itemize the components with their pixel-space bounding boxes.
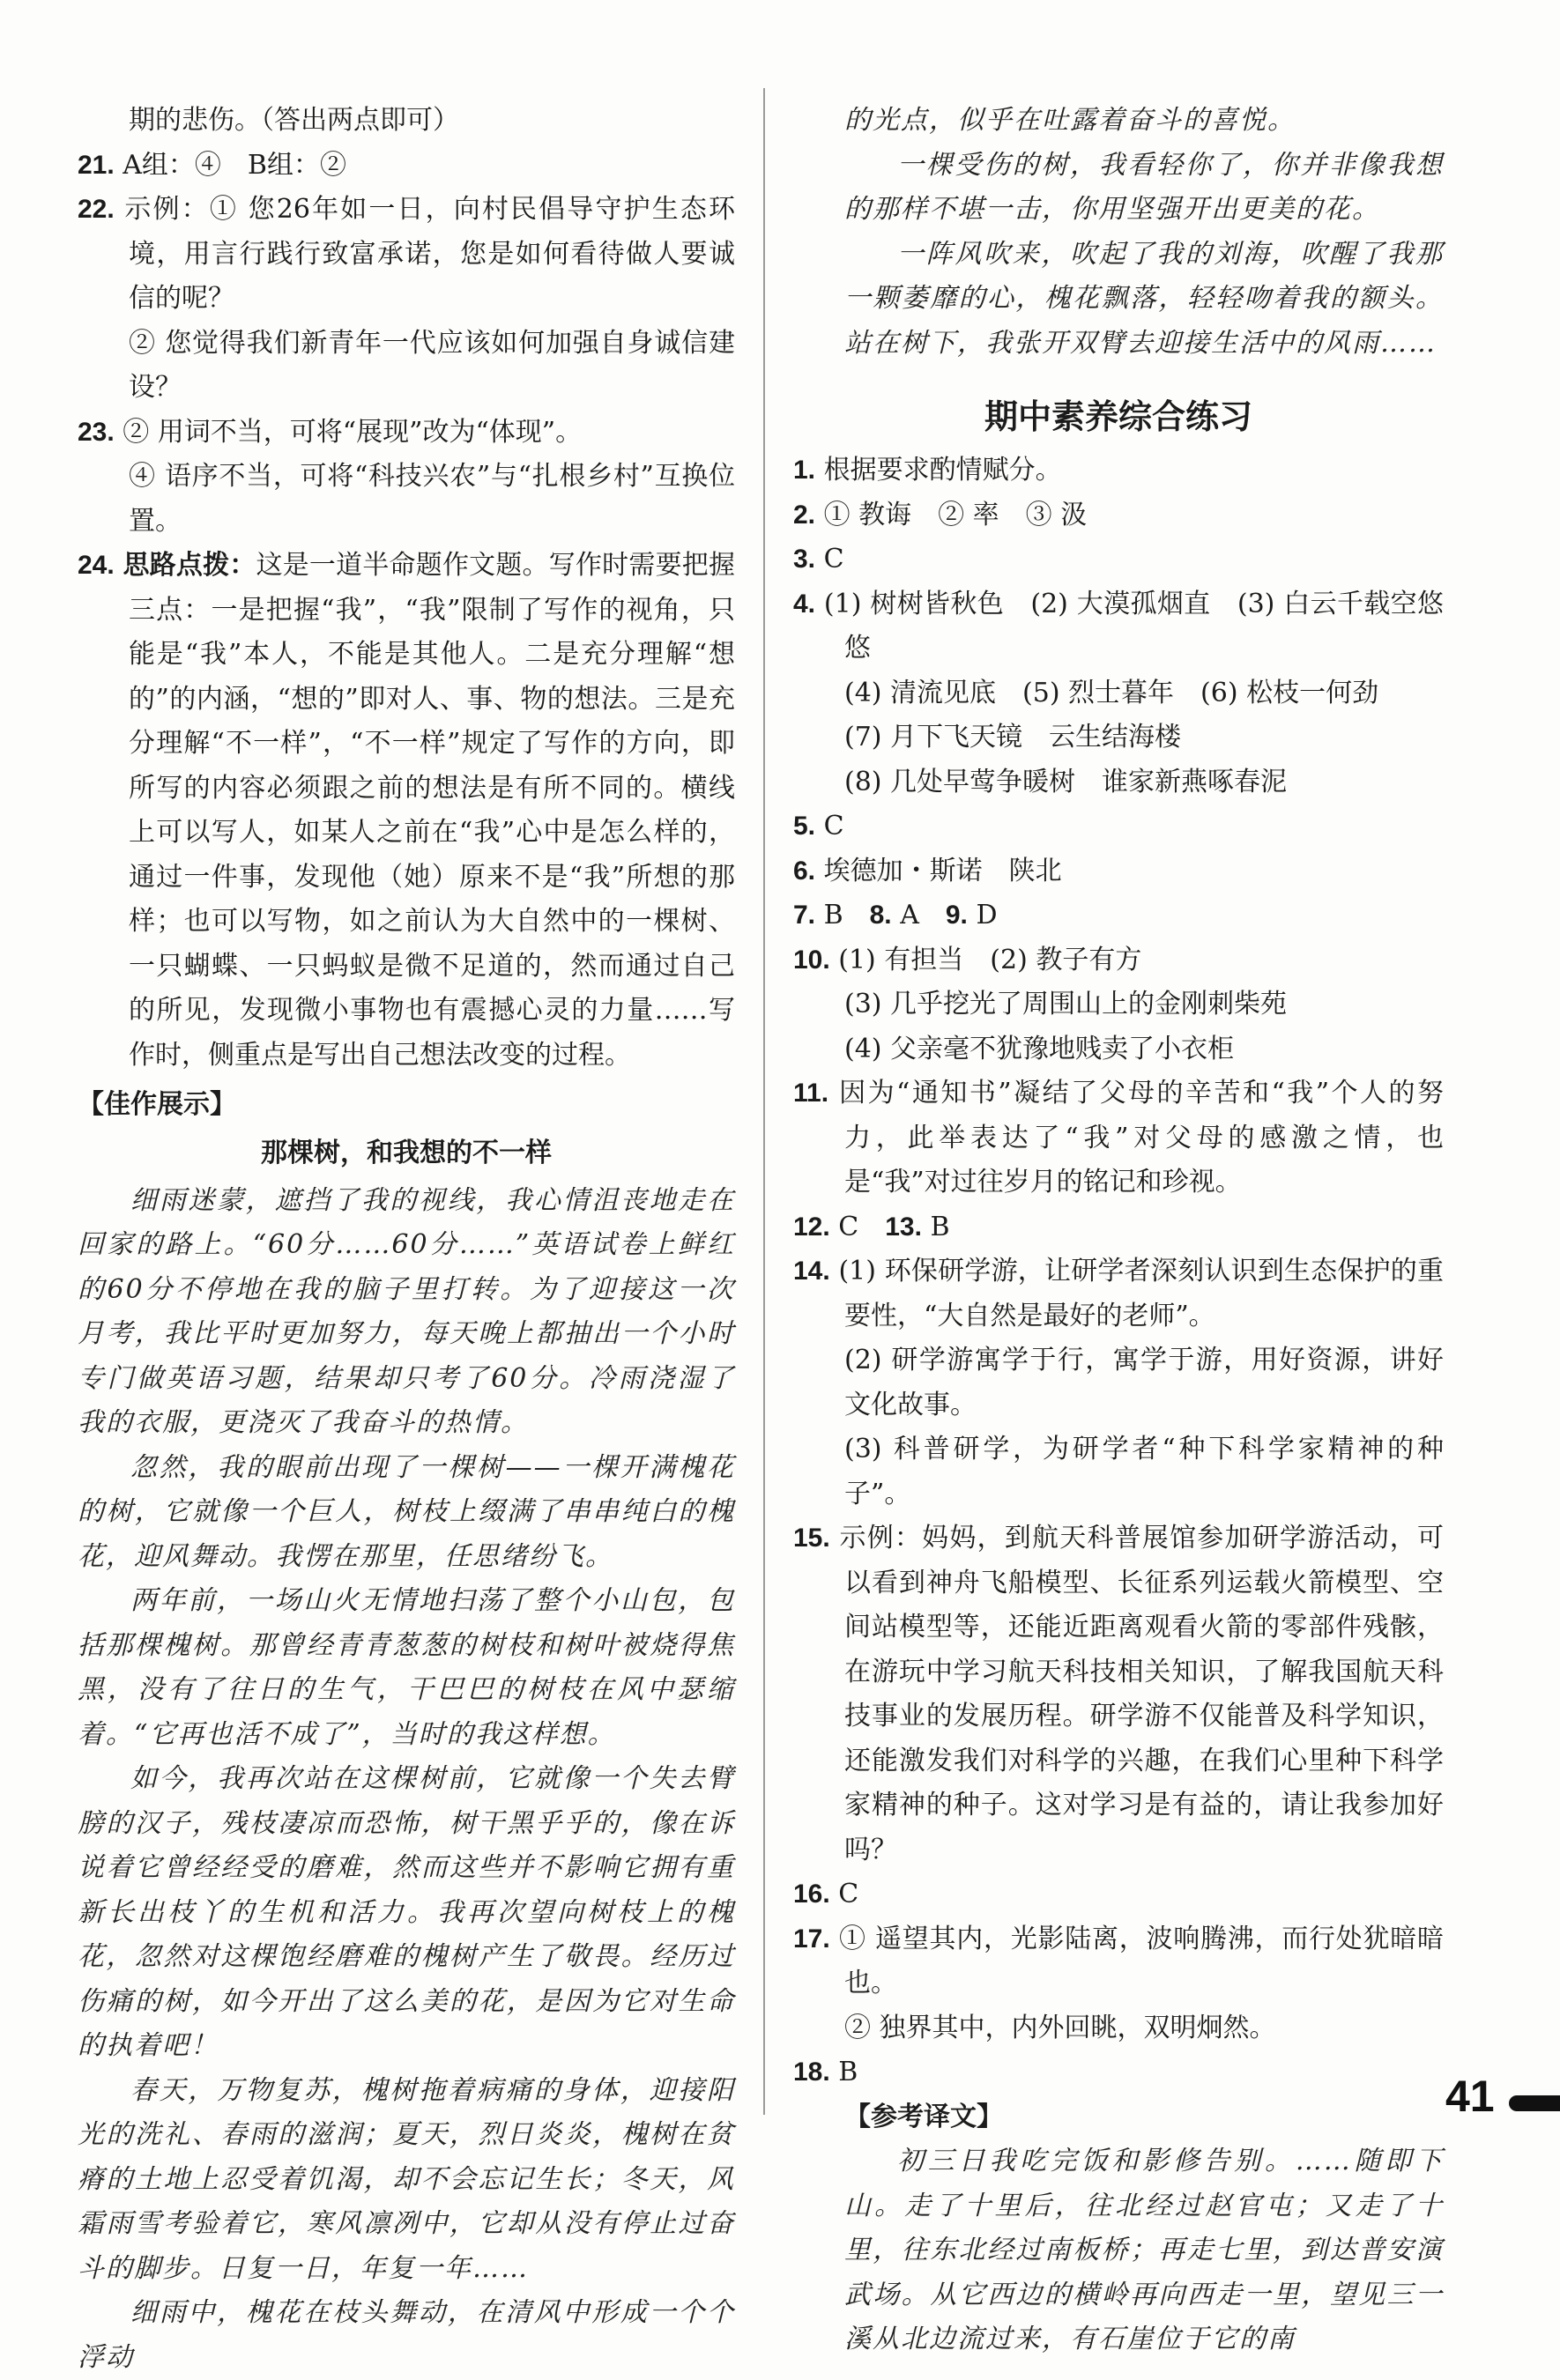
answer-text: (1) 有担当 (2) 教子有方 <box>838 944 1142 975</box>
right-column <box>793 99 1444 2362</box>
answer-text: 根据要求酌情赋分。 <box>823 455 1062 486</box>
answer-text: A组：④ B组：② <box>123 149 346 181</box>
question-number: 13. <box>885 1212 922 1242</box>
question-number: 23. <box>78 417 115 447</box>
answer-text: ① 遥望其内，光影陆离，波响腾沸，而行处犹暗暗也。 <box>839 1923 1444 1998</box>
answer-10-b: (3) 几乎挖光了周围山上的金刚刺柴苑 <box>844 989 1288 1019</box>
answer-text: 埃德加・斯诺 陕北 <box>823 855 1062 886</box>
answer-17 <box>793 1917 1444 2006</box>
essay-paragraph: 如今，我再次站在这棵树前，它就像一个失去臂膀的汉子，残枝凄凉而恐怖，树干黑乎乎的，像在诉说着它曾经经受的磨难，然而这些并不影响它拥有重新长出枝丫的生机和活力。我再次望向树枝上的槐花，忽然对这棵饱经磨难的槐树产生了敬畏。经历过伤痛的树，如今开出了这么美的花，是因为它对生命的执着吧！ <box>78 1763 735 2061</box>
answer-text: 示例：① 您26年如一日，向村民倡导守护生态环境，用言行践行致富承诺，您是如何看待做人要诚信的呢？ <box>124 194 735 314</box>
answer-16 <box>793 1872 1444 1917</box>
reference-translation-label: 【参考译文】 <box>844 2101 1003 2132</box>
answer-2 <box>793 493 1444 538</box>
essay-paragraph: 的光点，似乎在吐露着奋斗的喜悦。 <box>844 105 1296 136</box>
answer-22-b: ② 您觉得我们新青年一代应该如何加强自身诚信建设？ <box>129 327 735 403</box>
answer-14 <box>793 1249 1444 1338</box>
answer-12-13 <box>793 1205 1444 1250</box>
essay-paragraph: 细雨中，槐花在枝头舞动，在清风中形成一个个浮动 <box>78 2297 735 2373</box>
answer-text: D <box>976 900 998 930</box>
answer-text: A <box>900 900 919 930</box>
answer-22 <box>78 188 735 322</box>
answer-23-b: ④ 语序不当，可将“科技兴农”与“扎根乡村”互换位置。 <box>129 461 735 537</box>
question-number: 5. <box>793 812 816 841</box>
answer-text: 示例：妈妈，到航天科普展馆参加研学游活动，可以看到神舟飞船模型、长征系列运载火箭模型、空间站模型等，还能近距离观看火箭的零部件残骸，在游玩中学习航天科技相关知识，了解我国航天科技事业的发展历程。研学游不仅能普及科学知识，还能激发我们对科学的兴趣，在我们心里种下科学家精神的种子。这对学习是有益的，请让我参加好吗？ <box>839 1523 1445 1865</box>
question-number: 15. <box>793 1524 830 1553</box>
answer-text: ② 用词不当，可将“展现”改为“体现”。 <box>123 416 583 448</box>
answer-4-b: (4) 清流见底 (5) 烈士暮年 (6) 松枝一何劲 <box>844 677 1379 708</box>
answer-text: C <box>838 1879 859 1909</box>
answer-17-b: ② 独界其中，内外回眺，双明炯然。 <box>844 2012 1276 2043</box>
question-number: 6. <box>793 856 816 886</box>
left-column <box>78 99 735 2380</box>
answer-text: 因为“通知书”凝结了父母的辛苦和“我”个人的努力，此举表达了“我”对父母的感激之情，也是“我”对过往岁月的铭记和珍视。 <box>839 1078 1444 1197</box>
section-title: 期中素养综合练习 <box>984 397 1252 436</box>
question-number: 24. <box>78 551 115 580</box>
page-number: 41 <box>1445 2072 1495 2121</box>
answer-15 <box>793 1516 1444 1872</box>
page-tab-mark <box>1509 2095 1560 2111</box>
essay-paragraph: 两年前，一场山火无情地扫荡了整个小山包，包括那棵槐树。那曾经青青葱葱的树枝和树叶被烧得焦黑，没有了往日的生气，干巴巴的树枝在风中瑟缩着。“它再也活不成了”，当时的我这样想。 <box>78 1585 735 1750</box>
answer-text: (1) 环保研学游，让研学者深刻认识到生态保护的重要性，“大自然是最好的老师”。 <box>838 1256 1444 1331</box>
question-number: 9. <box>945 901 968 930</box>
question-number: 22. <box>78 195 115 224</box>
essay-paragraph: 细雨迷蒙，遮挡了我的视线，我心情沮丧地走在回家的路上。“60分……60分……”英语试卷上鲜红的60分不停地在我的脑子里打转。为了迎接这一次月考，我比平时更加努力，每天晚上都抽出一个小时专门做英语习题，结果却只考了60分。冷雨浇湿了我的衣服，更浇灭了我奋斗的热情。 <box>78 1184 735 1438</box>
answer-text: ① 教诲 ② 率 ③ 汲 <box>823 499 1088 530</box>
question-number: 12. <box>793 1212 830 1242</box>
question-number: 14. <box>793 1257 830 1286</box>
column-divider <box>763 88 765 2115</box>
essay-paragraph: 一棵受伤的树，我看轻你了，你并非像我想的那样不堪一击，你用坚强开出更美的花。 <box>844 149 1444 225</box>
question-number: 10. <box>793 945 830 975</box>
answer-4-c: (7) 月下飞天镜 云生结海楼 <box>844 722 1182 753</box>
question-number: 2. <box>793 500 816 530</box>
answer-1 <box>793 449 1444 493</box>
answer-14-b: (2) 研学游寓学于行，寓学于游，用好资源，讲好文化故事。 <box>844 1345 1444 1420</box>
answer-24 <box>78 544 735 1078</box>
answer-7-9 <box>793 893 1444 938</box>
answer-21 <box>78 144 735 189</box>
answer-14-c: (3) 科普研学，为研学者“种下科学家精神的种子”。 <box>844 1434 1444 1509</box>
question-number: 11. <box>793 1079 829 1108</box>
answer-3 <box>793 538 1444 582</box>
answer-text: (1) 树树皆秋色 (2) 大漠孤烟直 (3) 白云千载空悠悠 <box>823 588 1444 664</box>
essay-paragraph: 忽然，我的眼前出现了一棵树——一棵开满槐花的树，它就像一个巨人，树枝上缀满了串串纯白的槐花，迎风舞动。我愣在那里，任思绪纷飞。 <box>78 1451 735 1572</box>
answer-text: C <box>823 811 844 842</box>
answer-11 <box>793 1071 1444 1205</box>
question-number: 17. <box>793 1924 830 1954</box>
question-number: 8. <box>869 901 892 930</box>
answer-text: 这是一道半命题作文题。写作时需要把握三点：一是把握“我”，“我”限制了写作的视角，只能是“我”本人，不能是其他人。二是充分理解“想的”的内涵，“想的”即对人、事、物的想法。三是充分理解“不一样”，“不一样”规定了写作的方向，即所写的内容必须跟之前的想法是有所不同的。横线上可以写人，如某人之前在“我”心中是怎么样的，通过一件事，发现他（她）原来不是“我”所想的那样；也可以写物，如之前认为大自然中的一棵树、一只蝴蝶、一只蚂蚁是微不足道的，然而通过自己的所见，发现微小事物也有震撼心灵的力量……写作时，侧重点是写出自己想法改变的过程。 <box>129 550 735 1071</box>
answer-6 <box>793 849 1444 894</box>
question-number: 4. <box>793 589 816 619</box>
answer-5 <box>793 804 1444 849</box>
question-number: 18. <box>793 2057 830 2087</box>
essay-paragraph: 春天，万物复苏，槐树拖着病痛的身体，迎接阳光的洗礼、春雨的滋润；夏天，烈日炎炎，槐树在贫瘠的土地上忍受着饥渴，却不会忘记生长；冬天，风霜雨雪考验着它，寒风凛冽中，它却从没有停止过奋斗的脚步。日复一日，年复一年…… <box>78 2074 735 2284</box>
answer-4-d: (8) 几处早莺争暖树 谁家新燕啄春泥 <box>844 766 1288 797</box>
essay-title: 那棵树，和我想的不一样 <box>261 1137 552 1168</box>
answer-18 <box>793 2050 1444 2095</box>
question-number: 16. <box>793 1880 830 1909</box>
answer-4 <box>793 582 1444 671</box>
showcase-label: 【佳作展示】 <box>78 1089 236 1120</box>
question-number: 3. <box>793 545 816 574</box>
translation-paragraph: 初三日我吃完饭和影修告别。……随即下山。走了十里后，往北经过赵官屯；又走了十里，往东北经过南板桥；再走七里，到达普安演武场。从它西边的横岭再向西走一里，望见三一溪从北边流过来，有石崖位于它的南 <box>844 2146 1444 2354</box>
answer-10-c: (4) 父亲毫不犹豫地贱卖了小衣柜 <box>844 1033 1235 1064</box>
answer-text: B <box>838 2057 858 2087</box>
essay-paragraph: 一阵风吹来，吹起了我的刘海，吹醒了我那一颗萎靡的心，槐花飘落，轻轻吻着我的额头。站在树下，我张开双臂去迎接生活中的风雨…… <box>844 238 1444 359</box>
question-number: 21. <box>78 150 115 180</box>
answer-text: C <box>838 1211 859 1242</box>
answer-23 <box>78 411 735 456</box>
hint-label: 思路点拨： <box>123 550 256 581</box>
answer-text: B <box>930 1211 950 1242</box>
answer-text: C <box>823 544 844 575</box>
answer-text: B <box>823 900 843 930</box>
question-number: 7. <box>793 901 816 930</box>
answer-10 <box>793 938 1444 983</box>
answer-continuation: 期的悲伤。（答出两点即可） <box>129 105 459 136</box>
question-number: 1. <box>793 456 816 485</box>
